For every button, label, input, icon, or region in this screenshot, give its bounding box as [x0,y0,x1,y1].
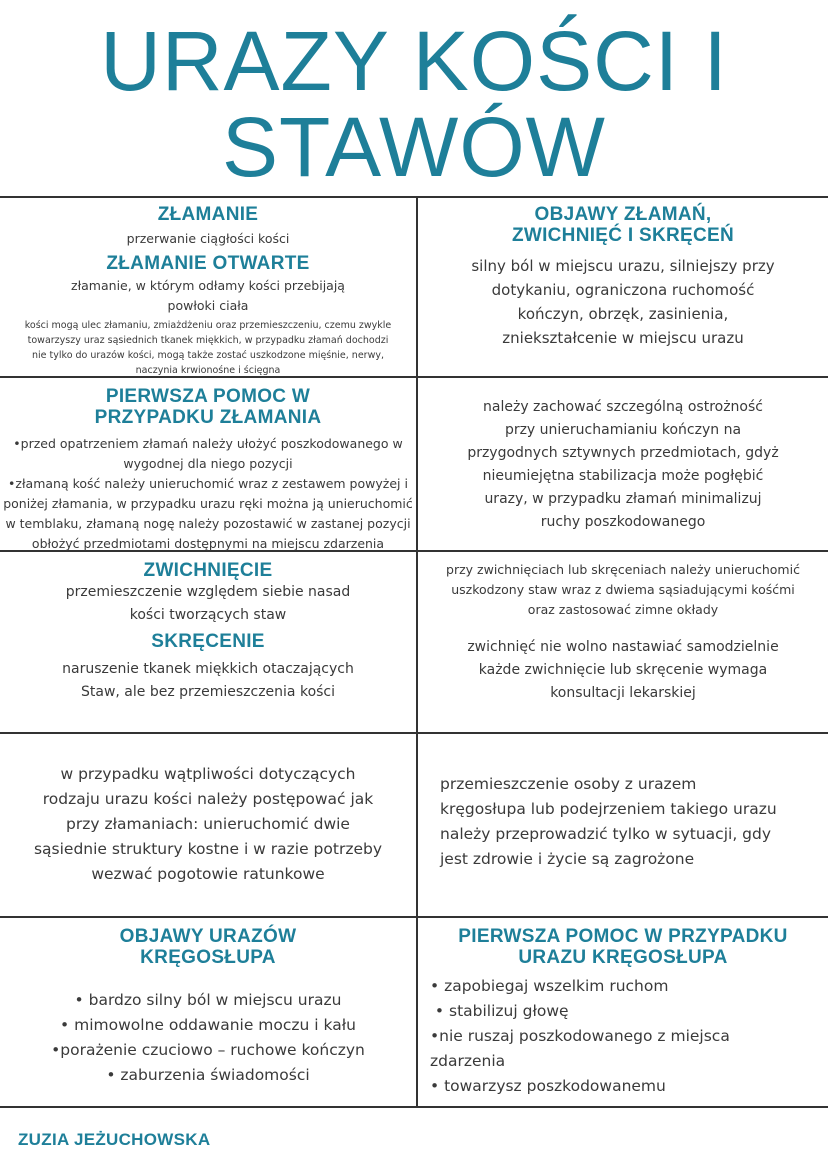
spine-symptom-item: • mimowolne oddawanie moczu i kału [60,1016,356,1034]
first-aid-fracture-line-3: •złamaną kość należy unieruchomić wraz z zestawem powyżej i [8,476,408,491]
open-fracture-def-1: złamanie, w którym odłamy kości przebijają [71,278,345,293]
spine-aid-line-5: • towarzysz poszkodowanemu [430,1077,666,1095]
dislocation-aid-line-4: zwichnięć nie wolno nastawiać samodzielnie [467,639,779,655]
doubt-cell [0,762,416,887]
spine-aid-heading-1: PIERWSZA POMOC W PRZYPADKU [458,926,788,947]
symptoms-heading-2: ZWICHNIĘĆ I SKRĘCEŃ [511,225,735,246]
symptoms-heading-1: OBJAWY ZŁAMAŃ, [534,204,712,225]
first-aid-fracture-heading-2: PRZYPADKU ZŁAMANIA [94,407,322,428]
open-fracture-def-2: powłoki ciała [167,298,249,313]
dislocation-def-2: kości tworzących staw [129,607,287,623]
fracture-note-2: towarzyszy uraz sąsiednich tkanek miękkich, w przypadku złamań dochodzi [27,335,389,346]
spine-move-line-4: jest zdrowie i życie są zagrożone [440,850,695,868]
author-name: ZUZIA JEŻUCHOWSKA [18,1130,211,1149]
doubt-line-2: rodzaju urazu kości należy postępować jak [42,790,374,808]
first-aid-fracture-line-2: wygodnej dla niego pozycji [123,456,293,471]
fracture-note-3: nie tylko do urazów kości, mogą także zostać uszkodzone mięśnie, nerwy, [32,350,384,361]
doubt-line-4: sąsiednie struktury kostne i w razie potrzeby [33,840,383,858]
title-line-1: URAZY KOŚCI I [100,14,728,108]
dislocation-aid-line-2: uszkodzony staw wraz z dwiema sąsiadującymi kośćmi [451,582,795,597]
first-aid-fracture-line-1: •przed opatrzeniem złamań należy ułożyć poszkodowanego w [13,436,403,451]
spine-aid-line-4: zdarzenia [430,1052,506,1070]
spine-symptom-item: • bardzo silny ból w miejscu urazu [74,991,342,1009]
first-aid-fracture-cell [0,386,416,554]
first-aid-fracture-line-4: poniżej złamania, w przypadku urazu ręki można ją unieruchomić [3,496,413,511]
spine-aid-line-3: •nie ruszaj poszkodowanego z miejsca [430,1027,730,1045]
grid-line [0,1106,828,1108]
first-aid-fracture-heading-1: PIERWSZA POMOC W [105,386,311,407]
fracture-cell [0,204,416,378]
open-fracture-heading: ZŁAMANIE OTWARTE [106,253,310,274]
sprain-def-2: Staw, ale bez przemieszczenia kości [80,684,336,700]
dislocation-aid-line-1: przy zwichnięciach lub skręceniach należy unieruchomić [446,562,800,577]
caution-line-6: ruchy poszkodowanego [540,514,706,530]
spine-aid-line-2: • stabilizuj głowę [430,1002,569,1020]
spine-aid-line-1: • zapobiegaj wszelkim ruchom [430,977,669,995]
caution-cell [418,396,828,534]
grid-line [0,196,828,198]
dislocation-aid-cell [418,560,828,705]
sprain-heading: SKRĘCENIE [151,631,265,652]
dislocation-heading: ZWICHNIĘCIE [143,560,273,581]
caution-line-4: nieumiejętna stabilizacja może pogłębić [482,468,764,484]
spine-symptoms-heading-1: OBJAWY URAZÓW [119,926,297,947]
grid-line [0,916,828,918]
spine-symptoms-heading-2: KRĘGOSŁUPA [140,947,276,968]
symptoms-line-3: kończyn, obrzęk, zasinienia, [517,305,729,323]
dislocation-aid-line-6: konsultacji lekarskiej [550,685,696,701]
first-aid-fracture-line-6: obłożyć przedmiotami dostępnymi na miejscu zdarzenia [31,536,385,551]
spine-symptom-item: •porażenie czuciowo – ruchowe kończyn [51,1041,365,1059]
dislocation-aid-line-5: każde zwichnięcie lub skręcenie wymaga [478,662,768,678]
spine-aid-heading-2: URAZU KRĘGOSŁUPA [518,947,728,968]
spine-move-line-1: przemieszczenie osoby z urazem [440,775,697,793]
sprain-def-1: naruszenie tkanek miękkich otaczających [62,661,354,677]
grid-line [0,732,828,734]
dislocation-cell [0,560,416,704]
spine-symptoms-cell [0,926,416,1088]
symptoms-cell [418,204,828,350]
symptoms-line-4: zniekształcenie w miejscu urazu [502,329,744,347]
spine-move-line-2: kręgosłupa lub podejrzeniem takiego urazu [440,800,777,818]
caution-line-5: urazy, w przypadku złamań minimalizuj [484,491,762,507]
dislocation-aid-line-3: oraz zastosować zimne okłady [527,602,719,617]
first-aid-fracture-line-5: w temblaku, złamaną nogę należy pozostawić w zastanej pozycji [5,516,411,531]
spine-move-line-3: należy przeprowadzić tylko w sytuacji, gdy [440,825,772,843]
title-line-2: STAWÓW [222,100,606,194]
caution-line-3: przygodnych sztywnych przedmiotach, gdyż [467,445,779,461]
dislocation-def-1: przemieszczenie względem siebie nasad [65,584,351,600]
fracture-heading: ZŁAMANIE [157,204,259,225]
doubt-line-1: w przypadku wątpliwości dotyczących [60,765,356,783]
doubt-line-5: wezwać pogotowie ratunkowe [91,865,325,883]
spine-symptom-item: • zaburzenia świadomości [106,1066,310,1084]
spine-move-cell [440,772,820,872]
caution-line-1: należy zachować szczególną ostrożność [483,399,763,415]
fracture-note-4: naczynia krwionośne i ścięgna [135,365,281,376]
caution-line-2: przy unieruchamianiu kończyn na [504,422,742,438]
spine-aid-cell [418,926,828,1099]
fracture-note-1: kości mogą ulec złamaniu, zmiażdżeniu oraz przemieszczeniu, czemu zwykle [24,320,392,331]
doubt-line-3: przy złamaniach: unieruchomić dwie [66,815,350,833]
page-title [0,14,828,194]
symptoms-line-2: dotykaniu, ograniczona ruchomość [491,281,755,299]
info-grid [0,196,828,1108]
fracture-definition: przerwanie ciągłości kości [126,231,290,246]
symptoms-line-1: silny ból w miejscu urazu, silniejszy przy [471,257,775,275]
